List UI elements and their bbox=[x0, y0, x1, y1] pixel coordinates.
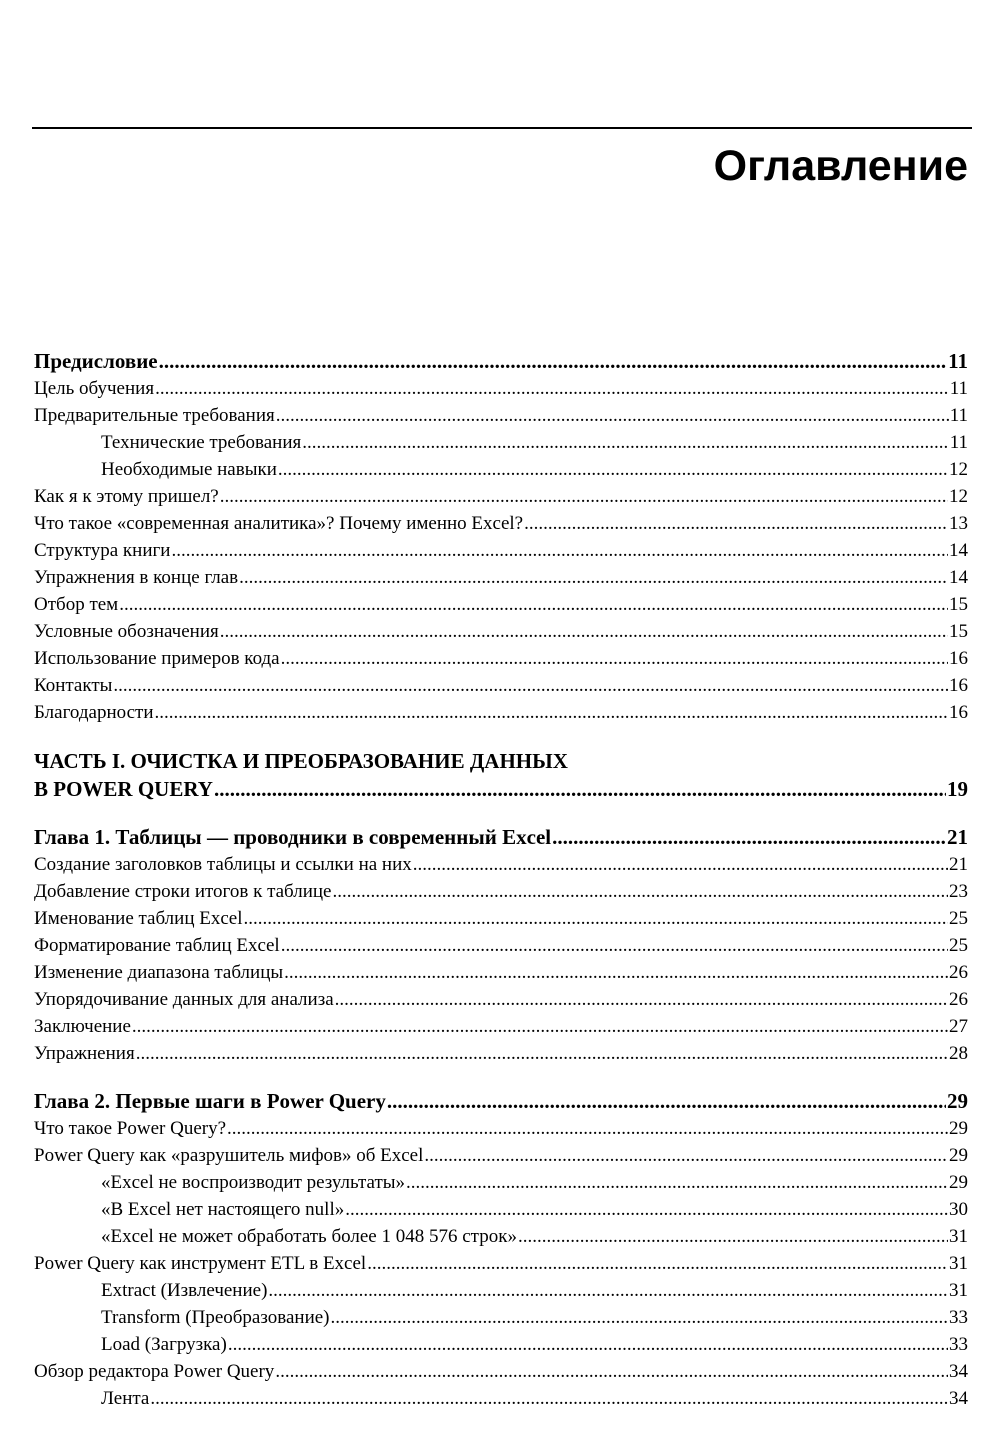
toc-page-number: 27 bbox=[949, 1016, 968, 1037]
toc-entry-title: Именование таблиц Excel bbox=[34, 908, 243, 929]
toc-dot-leader bbox=[159, 348, 948, 375]
toc-entry[interactable] bbox=[34, 1142, 968, 1169]
toc-page-number: 33 bbox=[949, 1307, 968, 1328]
toc-dot-leader bbox=[331, 1304, 948, 1331]
toc-dot-leader bbox=[345, 1196, 948, 1223]
top-rule bbox=[32, 127, 972, 129]
toc-entry[interactable] bbox=[34, 429, 968, 456]
toc-entry-title: «Excel не может обработать более 1 048 576 строк» bbox=[101, 1226, 517, 1247]
toc-heading-entry[interactable] bbox=[34, 348, 968, 375]
toc-dot-leader bbox=[268, 1277, 948, 1304]
toc-entry-title: Изменение диапазона таблицы bbox=[34, 962, 284, 983]
toc-page-number: 25 bbox=[949, 935, 968, 956]
toc-entry-title: Упорядочивание данных для анализа bbox=[34, 989, 334, 1010]
toc-entry-title: Форматирование таблиц Excel bbox=[34, 935, 280, 956]
toc-page-number: 23 bbox=[949, 881, 968, 902]
toc-entry-title: «Excel не воспроизводит результаты» bbox=[101, 1172, 406, 1193]
toc-entry[interactable] bbox=[34, 851, 968, 878]
toc-page-number: 25 bbox=[949, 908, 968, 929]
toc-dot-leader bbox=[413, 851, 948, 878]
toc-dot-leader bbox=[406, 1169, 948, 1196]
toc-entry[interactable] bbox=[34, 1385, 968, 1412]
page-title: Оглавление bbox=[713, 142, 968, 190]
toc-entry-title: Что такое «современная аналитика»? Почему именно Excel? bbox=[34, 513, 524, 534]
toc-dot-leader bbox=[155, 375, 949, 402]
toc-dot-leader bbox=[424, 1142, 948, 1169]
toc-entry-title: Глава 1. Таблицы — проводники в современный Excel bbox=[34, 825, 552, 849]
toc-dot-leader bbox=[281, 932, 948, 959]
toc-heading-entry[interactable] bbox=[34, 1088, 968, 1115]
toc-dot-leader bbox=[387, 1088, 946, 1115]
toc-dot-leader bbox=[278, 456, 948, 483]
toc-entry[interactable] bbox=[34, 1115, 968, 1142]
toc-entry-title: Условные обозначения bbox=[34, 621, 219, 642]
toc-entry[interactable] bbox=[34, 483, 968, 510]
toc-entry[interactable] bbox=[34, 1040, 968, 1067]
toc-page-number: 11 bbox=[949, 432, 968, 453]
toc-entry-title: ЧАСТЬ I. ОЧИСТКА И ПРЕОБРАЗОВАНИЕ ДАННЫХ bbox=[34, 749, 568, 773]
toc-page-number: 12 bbox=[949, 486, 968, 507]
toc-page-number: 16 bbox=[949, 702, 968, 723]
toc-entry-title: Power Query как инструмент ETL в Excel bbox=[34, 1253, 367, 1274]
toc-page-number: 21 bbox=[947, 825, 968, 849]
toc-page-number: 21 bbox=[949, 854, 968, 875]
toc-heading-entry[interactable] bbox=[34, 824, 968, 851]
toc-dot-leader bbox=[524, 510, 948, 537]
toc-entry-title: Что такое Power Query? bbox=[34, 1118, 227, 1139]
toc-dot-leader bbox=[119, 591, 948, 618]
toc-entry[interactable] bbox=[34, 932, 968, 959]
toc-page-number: 33 bbox=[949, 1334, 968, 1355]
toc-page-number: 30 bbox=[949, 1199, 968, 1220]
toc-dot-leader bbox=[244, 905, 949, 932]
toc-page-number: 16 bbox=[949, 675, 968, 696]
toc-heading-entry[interactable] bbox=[34, 775, 968, 803]
toc-entry-title: Цель обучения bbox=[34, 378, 155, 399]
toc-page-number: 31 bbox=[949, 1280, 968, 1301]
toc-entry[interactable] bbox=[34, 1013, 968, 1040]
toc-entry-title: Использование примеров кода bbox=[34, 648, 280, 669]
toc-page-number: 16 bbox=[949, 648, 968, 669]
toc-entry[interactable] bbox=[34, 1223, 968, 1250]
toc-entry[interactable] bbox=[34, 1196, 968, 1223]
toc-entry-title: Технические требования bbox=[101, 432, 302, 453]
toc-dot-leader bbox=[220, 483, 948, 510]
toc-entry-title: Создание заголовков таблицы и ссылки на них bbox=[34, 854, 412, 875]
toc-entry-title: «В Excel нет настоящего null» bbox=[101, 1199, 345, 1220]
toc-entry-title: Заключение bbox=[34, 1016, 131, 1037]
toc-entry[interactable] bbox=[34, 564, 968, 591]
toc-entry[interactable] bbox=[34, 905, 968, 932]
toc-dot-leader bbox=[171, 537, 948, 564]
toc-dot-leader bbox=[335, 986, 948, 1013]
toc-entry-title: Упражнения bbox=[34, 1043, 135, 1064]
toc-entry[interactable] bbox=[34, 1331, 968, 1358]
toc-entry-title: Контакты bbox=[34, 675, 113, 696]
toc-page-number: 31 bbox=[949, 1226, 968, 1247]
toc-page-number: 34 bbox=[949, 1361, 968, 1382]
toc-entry-title: Благодарности bbox=[34, 702, 154, 723]
toc-page-number: 29 bbox=[947, 1089, 968, 1113]
toc-entry-title: Необходимые навыки bbox=[101, 459, 277, 480]
toc-entry[interactable] bbox=[34, 537, 968, 564]
toc-dot-leader bbox=[228, 1331, 948, 1358]
toc-page-number: 11 bbox=[949, 405, 968, 426]
toc-dot-leader bbox=[302, 429, 948, 456]
toc-page-number: 34 bbox=[949, 1388, 968, 1409]
table-of-contents bbox=[34, 348, 968, 1412]
toc-page-number: 29 bbox=[949, 1172, 968, 1193]
toc-dot-leader bbox=[367, 1250, 948, 1277]
toc-entry-title: Структура книги bbox=[34, 540, 171, 561]
toc-page-number: 31 bbox=[949, 1253, 968, 1274]
toc-dot-leader bbox=[284, 959, 948, 986]
toc-dot-leader bbox=[132, 1013, 948, 1040]
toc-entry-title: Глава 2. Первые шаги в Power Query bbox=[34, 1089, 386, 1113]
toc-entry-title: Как я к этому пришел? bbox=[34, 486, 219, 507]
toc-dot-leader bbox=[136, 1040, 948, 1067]
toc-dot-leader bbox=[239, 564, 948, 591]
toc-entry-title: Extract (Извлечение) bbox=[101, 1280, 268, 1301]
toc-entry[interactable] bbox=[34, 591, 968, 618]
toc-entry-title: Отбор тем bbox=[34, 594, 119, 615]
toc-entry-title: Упражнения в конце глав bbox=[34, 567, 239, 588]
toc-entry[interactable] bbox=[34, 1250, 968, 1277]
toc-entry[interactable] bbox=[34, 986, 968, 1013]
toc-dot-leader bbox=[155, 699, 949, 726]
toc-dot-leader bbox=[214, 775, 946, 803]
toc-entry-title: Power Query как «разрушитель мифов» об Excel bbox=[34, 1145, 424, 1166]
toc-page-number: 13 bbox=[949, 513, 968, 534]
toc-entry[interactable] bbox=[34, 699, 968, 726]
toc-entry[interactable] bbox=[34, 375, 968, 402]
toc-page-number: 26 bbox=[949, 962, 968, 983]
toc-dot-leader bbox=[276, 402, 949, 429]
toc-entry-title: Лента bbox=[101, 1388, 150, 1409]
toc-entry-title: Transform (Преобразование) bbox=[101, 1307, 330, 1328]
toc-entry-title: В POWER QUERY bbox=[34, 777, 213, 801]
toc-heading-entry[interactable] bbox=[34, 747, 968, 775]
toc-entry-title: Предисловие bbox=[34, 349, 158, 373]
toc-entry[interactable] bbox=[34, 878, 968, 905]
toc-page-number: 11 bbox=[949, 378, 968, 399]
toc-page-number: 15 bbox=[949, 621, 968, 642]
toc-entry[interactable] bbox=[34, 618, 968, 645]
toc-entry[interactable] bbox=[34, 510, 968, 537]
toc-entry[interactable] bbox=[34, 1169, 968, 1196]
toc-entry[interactable] bbox=[34, 672, 968, 699]
toc-dot-leader bbox=[220, 618, 948, 645]
toc-entry[interactable] bbox=[34, 456, 968, 483]
toc-dot-leader bbox=[518, 1223, 948, 1250]
toc-page-number: 15 bbox=[949, 594, 968, 615]
toc-dot-leader bbox=[281, 645, 948, 672]
toc-entry-title: Добавление строки итогов к таблице bbox=[34, 881, 332, 902]
toc-entry[interactable] bbox=[34, 959, 968, 986]
toc-entry-title: Обзор редактора Power Query bbox=[34, 1361, 275, 1382]
toc-page-number: 29 bbox=[949, 1118, 968, 1139]
toc-entry-title: Load (Загрузка) bbox=[101, 1334, 227, 1355]
toc-page-number: 28 bbox=[949, 1043, 968, 1064]
toc-page-number: 19 bbox=[947, 777, 968, 801]
toc-page-number: 14 bbox=[949, 540, 968, 561]
toc-entry[interactable] bbox=[34, 645, 968, 672]
toc-entry[interactable] bbox=[34, 1358, 968, 1385]
toc-entry[interactable] bbox=[34, 1304, 968, 1331]
toc-page-number: 14 bbox=[949, 567, 968, 588]
toc-dot-leader bbox=[227, 1115, 948, 1142]
toc-page-number: 26 bbox=[949, 989, 968, 1010]
toc-page-number: 12 bbox=[949, 459, 968, 480]
toc-page-number: 29 bbox=[949, 1145, 968, 1166]
toc-dot-leader bbox=[150, 1385, 948, 1412]
toc-entry[interactable] bbox=[34, 1277, 968, 1304]
toc-dot-leader bbox=[275, 1358, 948, 1385]
toc-dot-leader bbox=[113, 672, 948, 699]
toc-entry[interactable] bbox=[34, 402, 968, 429]
toc-page-number: 11 bbox=[948, 349, 968, 373]
toc-dot-leader bbox=[552, 824, 946, 851]
toc-dot-leader bbox=[333, 878, 949, 905]
toc-entry-title: Предварительные требования bbox=[34, 405, 275, 426]
